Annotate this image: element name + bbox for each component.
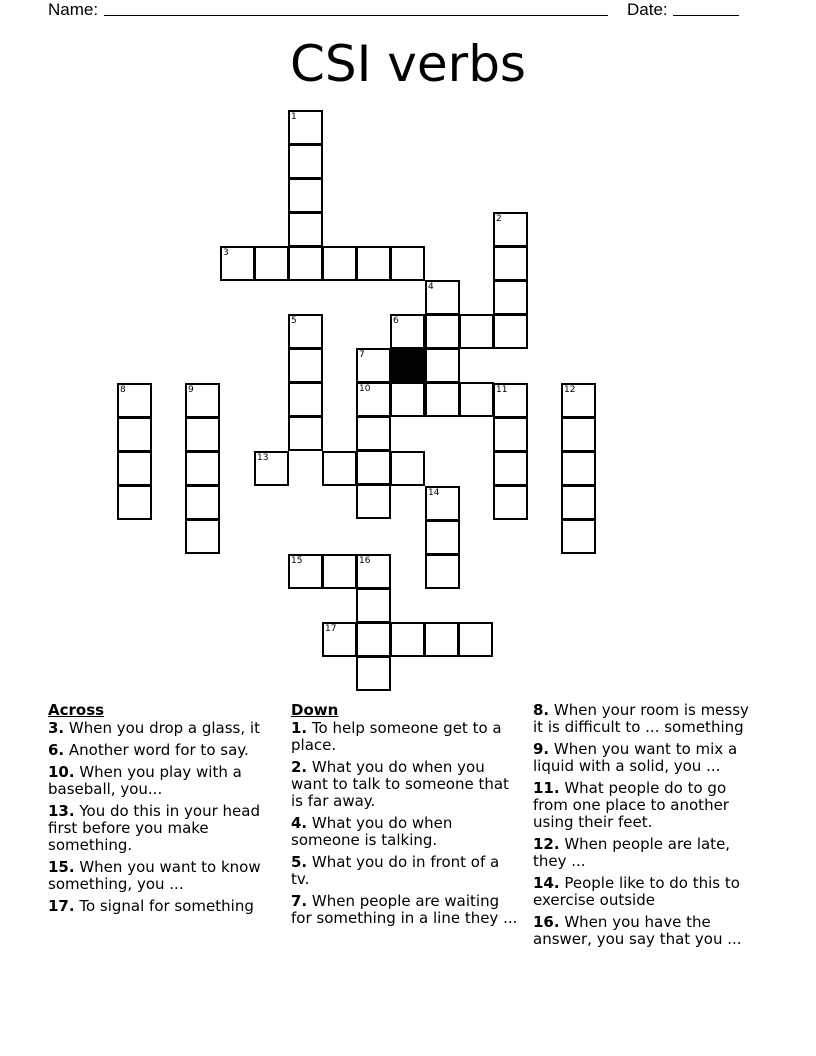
clue-down-11: 11. What people do to go from one place to another using their feet. <box>533 779 729 831</box>
crossword-cell[interactable] <box>288 212 323 247</box>
crossword-cell[interactable] <box>390 451 425 486</box>
down-heading: Down <box>291 701 339 719</box>
crossword-cell[interactable] <box>220 246 255 281</box>
crossword-cell[interactable] <box>561 519 596 554</box>
crossword-cell[interactable] <box>493 451 528 486</box>
cell-number: 3 <box>223 248 229 258</box>
clue-down-1: 1. To help someone get to a place. <box>291 719 502 754</box>
clue-across-6: 6. Another word for to say. <box>48 741 249 759</box>
crossword-cell[interactable] <box>185 417 220 452</box>
crossword-cell[interactable] <box>425 314 460 349</box>
crossword-cell[interactable] <box>390 246 425 281</box>
crossword-cell[interactable] <box>493 485 528 520</box>
crossword-cell[interactable] <box>493 246 528 281</box>
cell-number: 7 <box>359 350 365 360</box>
crossword-cell[interactable] <box>356 416 391 451</box>
crossword-cell[interactable] <box>425 486 460 521</box>
clue-across-10: 10. When you play with a baseball, you... <box>48 763 242 798</box>
clue-down-12: 12. When people are late, they ... <box>533 835 731 870</box>
clues-down-continued-column <box>533 702 763 953</box>
crossword-cell[interactable] <box>493 280 528 315</box>
cell-number: 5 <box>291 316 297 326</box>
crossword-cell[interactable] <box>117 383 152 418</box>
cell-number: 9 <box>188 385 194 395</box>
crossword-cell[interactable] <box>390 382 425 417</box>
clue-down-8: 8. When your room is messy it is difficult to ... something <box>533 701 749 736</box>
cell-number: 12 <box>564 385 576 395</box>
crossword-cell[interactable] <box>322 622 357 657</box>
crossword-cell[interactable] <box>356 450 391 485</box>
clue-down-2: 2. What you do when you want to talk to someone that is far away. <box>291 758 509 810</box>
cell-number: 1 <box>291 112 297 122</box>
crossword-cell[interactable] <box>561 383 596 418</box>
crossword-cell[interactable] <box>185 383 220 418</box>
clue-down-7: 7. When people are waiting for something in a line they ... <box>291 892 518 927</box>
crossword-cell[interactable] <box>425 554 460 589</box>
clue-down-9: 9. When you want to mix a liquid with a solid, you ... <box>533 740 738 775</box>
date-label: Date: <box>627 0 668 19</box>
crossword-cell[interactable] <box>493 383 528 418</box>
crossword-cell[interactable] <box>185 485 220 520</box>
crossword-cell[interactable] <box>288 416 323 451</box>
clue-across-13: 13. You do this in your head first before you make something. <box>48 802 260 854</box>
crossword-cell[interactable] <box>288 246 323 281</box>
crossword-cell[interactable] <box>356 382 391 417</box>
crossword-cell[interactable] <box>356 348 391 383</box>
crossword-cell[interactable] <box>493 314 528 349</box>
crossword-cell[interactable] <box>117 417 152 452</box>
clue-down-16: 16. When you have the answer, you say that you ... <box>533 913 742 948</box>
cell-number: 10 <box>359 384 371 394</box>
clue-down-14: 14. People like to do this to exercise outside <box>533 874 740 909</box>
cell-number: 8 <box>120 385 126 395</box>
clue-down-4: 4. What you do when someone is talking. <box>291 814 453 849</box>
crossword-cell[interactable] <box>493 417 528 452</box>
cell-number: 16 <box>359 556 371 566</box>
crossword-cell[interactable] <box>425 382 460 417</box>
crossword-cell[interactable] <box>356 484 391 519</box>
across-heading: Across <box>48 701 105 719</box>
crossword-cell[interactable] <box>356 622 391 657</box>
crossword-cell[interactable] <box>390 622 425 657</box>
crossword-cell[interactable] <box>459 314 494 349</box>
crossword-cell[interactable] <box>356 656 391 691</box>
cell-number: 13 <box>257 453 269 463</box>
crossword-cell[interactable] <box>561 417 596 452</box>
crossword-cell[interactable] <box>390 314 425 349</box>
clues-across-column <box>48 702 273 920</box>
page-title: CSI verbs <box>290 35 526 93</box>
crossword-cell[interactable] <box>288 110 323 145</box>
cell-number: 6 <box>393 316 399 326</box>
crossword-cell[interactable] <box>117 485 152 520</box>
crossword-cell[interactable] <box>425 280 460 315</box>
cell-number: 17 <box>325 624 337 634</box>
cell-number: 15 <box>291 556 303 566</box>
crossword-cell[interactable] <box>458 622 493 657</box>
name-label: Name: <box>48 0 99 19</box>
clue-across-17: 17. To signal for something <box>48 897 254 915</box>
crossword-cell[interactable] <box>254 451 289 486</box>
crossword-cell[interactable] <box>424 622 459 657</box>
clue-down-5: 5. What you do in front of a tv. <box>291 853 500 888</box>
crossword-cell[interactable] <box>288 348 323 383</box>
crossword-cell[interactable] <box>288 178 323 213</box>
crossword-cell[interactable] <box>561 485 596 520</box>
crossword-cell[interactable] <box>185 451 220 486</box>
cell-number: 4 <box>428 282 434 292</box>
crossword-cell[interactable] <box>288 382 323 417</box>
crossword-cell[interactable] <box>356 554 391 589</box>
crossword-cell[interactable] <box>322 246 357 281</box>
crossword-cell[interactable] <box>322 451 357 486</box>
crossword-cell[interactable] <box>288 314 323 349</box>
crossword-cell[interactable] <box>459 382 494 417</box>
crossword-cell[interactable] <box>185 519 220 554</box>
cell-number: 2 <box>496 214 502 224</box>
cell-number: 14 <box>428 488 440 498</box>
crossword-cell[interactable] <box>425 520 460 555</box>
crossword-cell[interactable] <box>322 554 357 589</box>
crossword-cell[interactable] <box>117 451 152 486</box>
black-square <box>390 348 425 383</box>
crossword-cell[interactable] <box>288 554 323 589</box>
clue-across-15: 15. When you want to know something, you ... <box>48 858 261 893</box>
crossword-cell[interactable] <box>288 144 323 179</box>
clue-across-3: 3. When you drop a glass, it <box>48 719 260 737</box>
clues-down-column <box>291 702 519 932</box>
crossword-cell[interactable] <box>561 451 596 486</box>
crossword-cell[interactable] <box>356 246 391 281</box>
crossword-cell[interactable] <box>425 348 460 383</box>
crossword-cell[interactable] <box>356 588 391 623</box>
crossword-cell[interactable] <box>493 212 528 247</box>
crossword-cell[interactable] <box>254 246 289 281</box>
cell-number: 11 <box>496 385 508 395</box>
